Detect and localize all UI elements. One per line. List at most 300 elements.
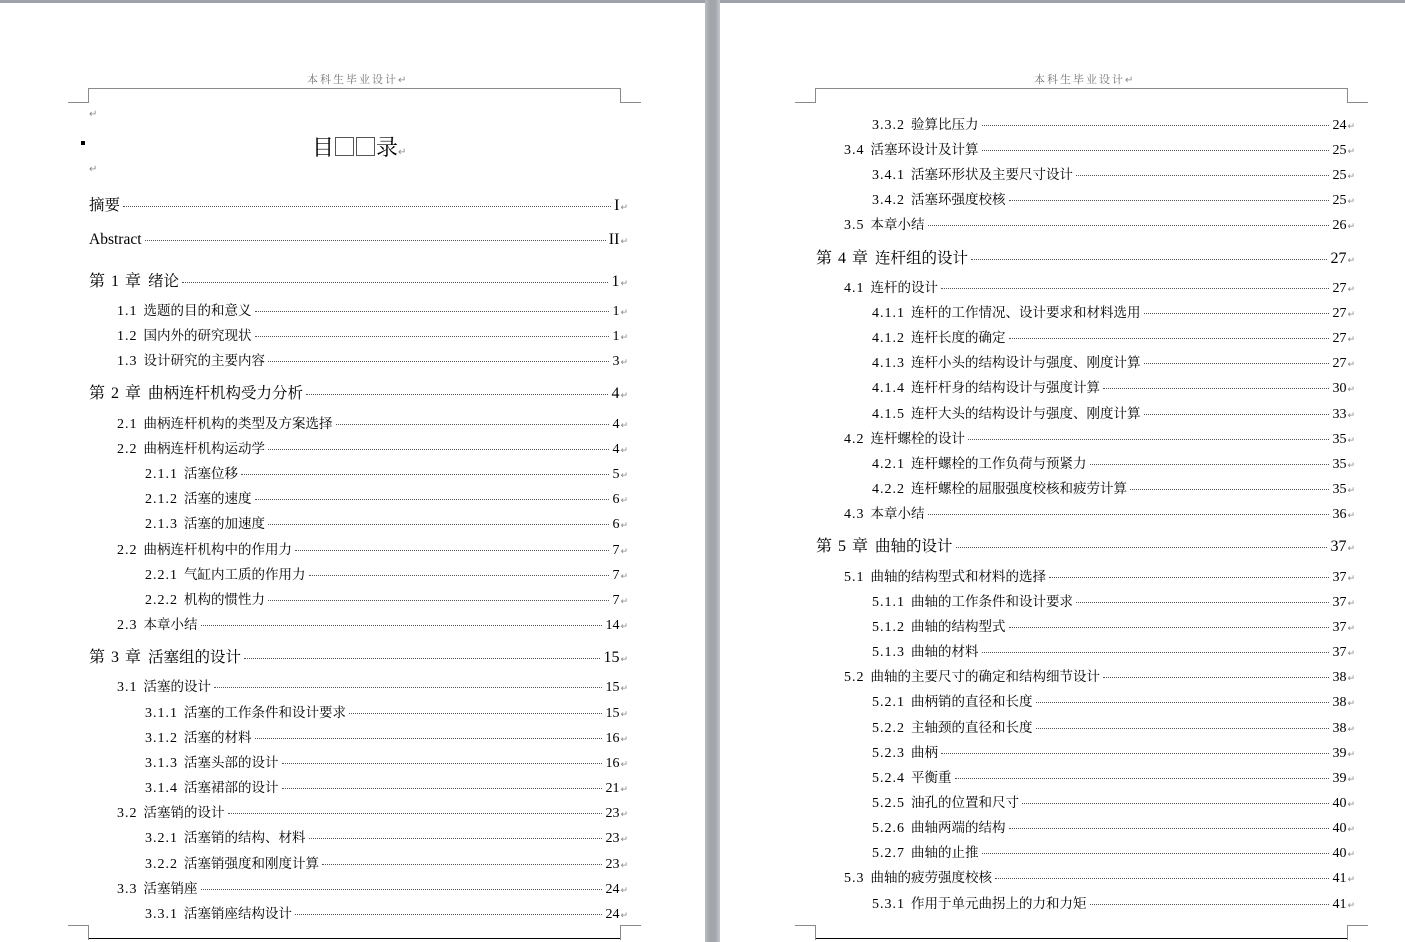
footer-rule — [816, 938, 1347, 939]
toc-entry[interactable] — [872, 615, 1355, 636]
toc-entry-number: 第 1 章 — [89, 273, 143, 290]
toc-entry-label: 曲轴的结构型式 — [911, 619, 1006, 635]
toc-entry-page-number: 37 — [1332, 570, 1347, 585]
toc-entry-page-number: 1 — [612, 329, 620, 344]
dot-leader — [336, 424, 610, 425]
toc-entry-number: 5.2.2 — [872, 721, 905, 736]
toc-entry[interactable] — [872, 452, 1355, 473]
toc-entry-page-number: 37 — [1332, 595, 1347, 610]
dot-leader — [1103, 388, 1329, 389]
toc-entry-label: 本章小结 — [870, 217, 925, 233]
dot-leader — [941, 288, 1329, 289]
toc-entry-label: 连杆螺栓的屈服强度校核和疲劳计算 — [911, 481, 1127, 497]
toc-entry-page-number: 24 — [1332, 118, 1347, 133]
toc-entry-page-number: 40 — [1332, 796, 1347, 811]
dot-leader — [1036, 702, 1330, 703]
toc-entry-page-number: 24 — [605, 907, 620, 922]
paragraph-mark: ↵ — [1347, 411, 1355, 421]
toc-entry[interactable] — [844, 427, 1355, 448]
toc-entry-number: 2.1 — [117, 417, 138, 432]
paragraph-mark: ↵ — [620, 684, 628, 694]
toc-entry-label: 曲柄 — [911, 745, 938, 761]
toc-entry[interactable] — [872, 113, 1355, 134]
dot-leader — [1009, 627, 1330, 628]
dot-leader — [309, 575, 610, 576]
toc-entry[interactable] — [145, 462, 628, 483]
paragraph-mark: ↵ — [1347, 310, 1355, 320]
dot-leader — [1009, 828, 1330, 829]
paragraph-mark: ↵ — [620, 203, 628, 213]
toc-entry-label: 连杆组的设计 — [875, 249, 969, 267]
toc-entry-number: 1.2 — [117, 329, 138, 344]
toc-entry[interactable] — [872, 326, 1355, 347]
paragraph-mark: ↵ — [1347, 256, 1355, 266]
dot-leader — [1144, 313, 1330, 314]
toc-entry-label: 活塞销座 — [143, 881, 198, 897]
toc-entry-page-number: 23 — [605, 806, 620, 821]
paragraph-mark: ↵ — [620, 710, 628, 720]
missing-glyph-box — [356, 137, 375, 156]
dot-leader — [282, 763, 603, 764]
toc-entry-page-number: 16 — [605, 756, 620, 771]
toc-entry[interactable] — [145, 588, 628, 609]
toc-entry-page-number: 4 — [611, 385, 620, 402]
toc-entry-page-number: 7 — [612, 593, 620, 608]
page-header — [1034, 71, 1135, 87]
paragraph-mark: ↵ — [1347, 901, 1355, 911]
paragraph-mark: ↵ — [620, 622, 628, 632]
margin-corner-tr — [1347, 88, 1368, 103]
toc-entry[interactable] — [872, 163, 1355, 184]
toc-entry-page-number: 1 — [612, 304, 620, 319]
toc-entry-number: 5.3.1 — [872, 897, 905, 912]
dot-leader — [255, 499, 610, 500]
paragraph-mark: ↵ — [398, 75, 409, 86]
toc-entry-page-number: 41 — [1332, 897, 1347, 912]
toc-entry-label: 活塞位移 — [184, 466, 238, 482]
toc-entry-page-number: 21 — [605, 781, 620, 796]
toc-entry-number: 3.1.2 — [145, 731, 178, 746]
toc-entry-number: 3.1.1 — [145, 706, 178, 721]
toc-entry[interactable] — [872, 477, 1355, 498]
toc-entry-number: 4.1.2 — [872, 331, 905, 346]
dot-leader — [201, 625, 603, 626]
toc-entry-number: 2.2.1 — [145, 568, 178, 583]
paragraph-mark: ↵ — [620, 911, 628, 921]
toc-entry-page-number: 37 — [1330, 538, 1347, 555]
toc-entry-number: 4.1.4 — [872, 381, 905, 396]
toc-entry-label: 曲柄连杆机构的类型及方案选择 — [143, 416, 333, 432]
toc-entry-number: 5.2.5 — [872, 796, 905, 811]
missing-glyph-box — [335, 137, 354, 156]
toc-entry[interactable] — [872, 766, 1355, 787]
toc-entry-number: 第 2 章 — [89, 385, 143, 402]
toc-entry[interactable] — [117, 412, 628, 433]
paragraph-mark: ↵ — [620, 421, 628, 431]
toc-entry-page-number: 7 — [612, 568, 620, 583]
toc-entry[interactable] — [872, 301, 1355, 322]
toc-entry-label: 曲轴的材料 — [911, 644, 979, 660]
toc-entry-label: 活塞的工作条件和设计要求 — [184, 705, 346, 721]
dot-leader — [1090, 464, 1330, 465]
dot-leader — [982, 652, 1330, 653]
toc-entry-label: 活塞销的结构、材料 — [184, 830, 306, 846]
toc-entry-page-number: 27 — [1332, 356, 1347, 371]
paragraph-mark: ↵ — [620, 446, 628, 456]
dot-leader — [1036, 728, 1330, 729]
toc-entry-number: 4.2.1 — [872, 457, 905, 472]
toc-entry[interactable] — [117, 877, 628, 898]
toc-entry-label: 活塞环设计及计算 — [870, 142, 979, 158]
toc-entry-number: 4.2 — [844, 432, 865, 447]
dot-leader — [349, 713, 602, 714]
toc-entry-label: 活塞销的设计 — [143, 805, 225, 821]
toc-entry[interactable] — [872, 716, 1355, 737]
toc-entry-label: 活塞头部的设计 — [184, 755, 279, 771]
toc-entry-label: 曲轴的结构型式和材料的选择 — [870, 569, 1046, 585]
dot-leader — [182, 282, 608, 283]
dot-leader — [268, 449, 609, 450]
toc-entry-page-number: 4 — [612, 417, 620, 432]
toc-entry[interactable] — [145, 512, 628, 533]
toc-entry-number: 2.2.2 — [145, 593, 178, 608]
toc-entry[interactable] — [872, 590, 1355, 611]
toc-entry-page-number: 41 — [1332, 871, 1347, 886]
toc-entry-number: 3.3.2 — [872, 118, 905, 133]
dot-leader — [956, 547, 1328, 548]
toc-entry-page-number: I — [614, 197, 620, 214]
toc-entry-number: 3.4.2 — [872, 193, 905, 208]
toc-entry[interactable] — [872, 402, 1355, 423]
toc-entry-page-number: 39 — [1332, 746, 1347, 761]
toc-entry-label: 曲柄连杆机构中的作用力 — [143, 542, 292, 558]
paragraph-mark: ↵ — [1347, 122, 1355, 132]
toc-entry-page-number: 27 — [1330, 250, 1347, 267]
toc-entry-number: 5.3 — [844, 871, 865, 886]
paragraph-mark: ↵ — [1347, 360, 1355, 370]
dot-leader — [995, 878, 1329, 879]
dot-leader — [1076, 175, 1329, 176]
document-page-left[interactable] — [0, 3, 705, 942]
paragraph-mark: ↵ — [1347, 197, 1355, 207]
toc-entry-number: 3.2 — [117, 806, 138, 821]
toc-entry-page-number: 37 — [1332, 645, 1347, 660]
toc-entry-page-number: 15 — [605, 706, 620, 721]
toc-entry-page-number: 36 — [1332, 507, 1347, 522]
toc-entry-page-number: II — [608, 231, 620, 248]
toc-entry-page-number: 35 — [1332, 457, 1347, 472]
toc-entry-number: 2.2 — [117, 543, 138, 558]
dot-leader — [145, 240, 606, 241]
paragraph-mark: ↵ — [89, 164, 98, 175]
header-rule — [88, 88, 620, 89]
toc-entry-number: 4.1.3 — [872, 356, 905, 371]
toc-entry[interactable] — [844, 565, 1355, 586]
margin-corner-tl — [68, 88, 89, 103]
toc-entry[interactable] — [117, 299, 628, 320]
toc-entry[interactable] — [872, 892, 1355, 913]
toc-entry-label: 绪论 — [148, 272, 180, 290]
toc-entry-label: 国内外的研究现状 — [143, 328, 252, 344]
paragraph-mark: ↵ — [1125, 75, 1136, 86]
toc-entry-number: 3.4.1 — [872, 168, 905, 183]
paragraph-mark: ↵ — [620, 810, 628, 820]
toc-entry-label: 本章小结 — [143, 617, 198, 633]
paragraph-mark: ↵ — [1347, 825, 1355, 835]
toc-entry-label: 主轴颈的直径和长度 — [911, 720, 1033, 736]
dot-leader — [306, 394, 608, 395]
toc-entry[interactable] — [872, 791, 1355, 812]
paragraph-mark: ↵ — [620, 547, 628, 557]
toc-entry-number: 5.2.1 — [872, 695, 905, 710]
toc-entry-page-number: 5 — [612, 467, 620, 482]
header-text: 本科生毕业设计 — [1034, 73, 1125, 86]
toc-entry[interactable] — [117, 613, 628, 634]
toc-entry[interactable] — [89, 644, 628, 667]
toc-entry-page-number: 15 — [605, 680, 620, 695]
toc-title-first: 目 — [312, 136, 335, 161]
paragraph-mark: ↵ — [1347, 875, 1355, 885]
dot-leader — [282, 788, 603, 789]
toc-entry-label: 活塞的加速度 — [184, 516, 265, 532]
toc-entry-page-number: 40 — [1332, 846, 1347, 861]
toc-entry[interactable] — [145, 776, 628, 797]
dot-leader — [255, 336, 610, 337]
toc-entry-label: 活塞销座结构设计 — [184, 906, 292, 922]
paragraph-mark: ↵ — [1347, 222, 1355, 232]
paragraph-mark: ↵ — [1347, 624, 1355, 634]
toc-entry-label: 连杆的设计 — [870, 280, 938, 296]
dot-leader — [268, 361, 609, 362]
toc-entry[interactable] — [816, 533, 1355, 556]
toc-entry-page-number: 6 — [612, 492, 620, 507]
toc-entry[interactable] — [145, 563, 628, 584]
toc-entry[interactable] — [844, 866, 1355, 887]
document-page-right[interactable] — [720, 3, 1405, 942]
toc-entry-page-number: 38 — [1332, 721, 1347, 736]
toc-entry[interactable] — [117, 349, 628, 370]
toc-entry-page-number: 33 — [1332, 407, 1347, 422]
margin-corner-br — [1347, 925, 1368, 940]
toc-entry-label: 曲柄销的直径和长度 — [911, 694, 1033, 710]
toc-entry-label: Abstract — [89, 231, 142, 248]
dot-leader — [1009, 200, 1330, 201]
dot-leader — [1009, 338, 1330, 339]
toc-entry-page-number: 38 — [1332, 670, 1347, 685]
dot-leader — [268, 524, 609, 525]
toc-entry-label: 本章小结 — [870, 506, 925, 522]
toc-entry-label: 机构的惯性力 — [184, 592, 265, 608]
dot-leader — [1022, 803, 1329, 804]
toc-entry[interactable] — [145, 826, 628, 847]
dot-leader — [201, 889, 603, 890]
toc-entry[interactable] — [117, 324, 628, 345]
toc-entry[interactable] — [872, 376, 1355, 397]
toc-entry-page-number: 15 — [603, 649, 620, 666]
paragraph-mark: ↵ — [1347, 850, 1355, 860]
dot-leader — [928, 225, 1330, 226]
toc-entry-number: 3.3.1 — [145, 907, 178, 922]
toc-title — [312, 131, 406, 162]
paragraph-mark: ↵ — [620, 308, 628, 318]
paragraph-mark: ↵ — [620, 735, 628, 745]
toc-entry-number: 5.2.4 — [872, 771, 905, 786]
toc-entry-page-number: 16 — [605, 731, 620, 746]
paragraph-mark: ↵ — [620, 835, 628, 845]
dot-leader — [1144, 363, 1330, 364]
dot-leader — [968, 439, 1329, 440]
toc-entry-number: 3.3 — [117, 882, 138, 897]
dot-leader — [1103, 677, 1329, 678]
margin-corner-tr — [620, 88, 641, 103]
toc-entry[interactable] — [145, 726, 628, 747]
paragraph-mark: ↵ — [1347, 172, 1355, 182]
toc-entry[interactable] — [844, 665, 1355, 686]
toc-entry-number: 3.4 — [844, 143, 865, 158]
toc-entry[interactable] — [89, 268, 628, 291]
toc-entry[interactable] — [844, 276, 1355, 297]
toc-entry-label: 曲轴两端的结构 — [911, 820, 1006, 836]
toc-entry-page-number: 27 — [1332, 306, 1347, 321]
toc-entry-number: 5.2.7 — [872, 846, 905, 861]
toc-entry-number: 4.3 — [844, 507, 865, 522]
toc-entry-number: 1.3 — [117, 354, 138, 369]
toc-entry-label: 活塞裙部的设计 — [184, 780, 279, 796]
toc-entry-page-number: 27 — [1332, 331, 1347, 346]
toc-entry[interactable] — [844, 502, 1355, 523]
footer-rule — [89, 938, 620, 939]
toc-entry[interactable] — [844, 138, 1355, 159]
toc-entry[interactable] — [872, 640, 1355, 661]
paragraph-mark: ↵ — [1347, 335, 1355, 345]
toc-entry-label: 平衡重 — [911, 770, 952, 786]
toc-entry[interactable] — [872, 188, 1355, 209]
toc-entry-number: 2.3 — [117, 618, 138, 633]
header-text: 本科生毕业设计 — [307, 73, 398, 86]
toc-entry-label: 连杆长度的确定 — [911, 330, 1006, 346]
toc-entry[interactable] — [145, 852, 628, 873]
toc-entry-page-number: 37 — [1332, 620, 1347, 635]
toc-entry[interactable] — [89, 193, 628, 215]
toc-entry-page-number: 30 — [1332, 381, 1347, 396]
toc-entry-label: 曲轴的主要尺寸的确定和结构细节设计 — [870, 669, 1100, 685]
margin-corner-bl — [68, 925, 89, 940]
toc-entry[interactable] — [145, 701, 628, 722]
toc-entry-page-number: 27 — [1332, 281, 1347, 296]
toc-entry-number: 第 3 章 — [89, 649, 143, 666]
toc-entry-label: 连杆螺栓的设计 — [870, 431, 965, 447]
margin-corner-tl — [795, 88, 816, 103]
toc-entry-label: 摘要 — [89, 196, 121, 214]
paragraph-mark: ↵ — [1347, 147, 1355, 157]
paragraph-mark: ↵ — [1347, 436, 1355, 446]
toc-entry-label: 设计研究的主要内容 — [143, 353, 265, 369]
toc-entry[interactable] — [145, 487, 628, 508]
header-rule — [815, 88, 1347, 89]
toc-entry-label: 活塞的设计 — [143, 679, 211, 695]
toc-entry-number: 4.1.5 — [872, 407, 905, 422]
paragraph-mark: ↵ — [1347, 544, 1355, 554]
toc-entry[interactable] — [117, 675, 628, 696]
toc-entry-label: 曲轴的设计 — [875, 537, 953, 555]
toc-entry-number: 5.2 — [844, 670, 865, 685]
toc-entry-label: 连杆的工作情况、设计要求和材料选用 — [911, 305, 1141, 321]
toc-entry[interactable] — [844, 213, 1355, 234]
toc-entry-page-number: 25 — [1332, 193, 1347, 208]
toc-entry[interactable] — [872, 741, 1355, 762]
paragraph-mark: ↵ — [1347, 574, 1355, 584]
toc-entry-number: 2.1.3 — [145, 517, 178, 532]
toc-entry[interactable] — [816, 245, 1355, 268]
dot-leader — [214, 687, 602, 688]
toc-entry[interactable] — [145, 751, 628, 772]
paragraph-format-mark — [81, 141, 85, 145]
margin-corner-br — [620, 925, 641, 940]
dot-leader — [123, 206, 611, 207]
toc-entry-number: 5.2.6 — [872, 821, 905, 836]
dot-leader — [1049, 577, 1329, 578]
dot-leader — [295, 550, 609, 551]
toc-entry-page-number: 39 — [1332, 771, 1347, 786]
paragraph-mark: ↵ — [1347, 800, 1355, 810]
toc-entry[interactable] — [117, 538, 628, 559]
toc-entry-label: 连杆螺栓的工作负荷与预紧力 — [911, 456, 1087, 472]
dot-leader — [1076, 602, 1329, 603]
dot-leader — [982, 853, 1330, 854]
toc-entry-page-number: 4 — [612, 442, 620, 457]
paragraph-mark: ↵ — [1347, 385, 1355, 395]
dot-leader — [1144, 414, 1330, 415]
paragraph-mark: ↵ — [1347, 725, 1355, 735]
toc-entry[interactable] — [872, 841, 1355, 862]
paragraph-mark: ↵ — [1347, 511, 1355, 521]
toc-entry-number: 3.5 — [844, 218, 865, 233]
toc-entry-label: 活塞环形状及主要尺寸设计 — [911, 167, 1073, 183]
toc-entry-number: 第 4 章 — [816, 250, 870, 267]
toc-entry-page-number: 40 — [1332, 821, 1347, 836]
paragraph-mark: ↵ — [620, 471, 628, 481]
toc-entry-page-number: 25 — [1332, 143, 1347, 158]
paragraph-mark: ↵ — [398, 147, 407, 158]
paragraph-mark: ↵ — [620, 760, 628, 770]
toc-entry[interactable] — [117, 801, 628, 822]
dot-leader — [255, 311, 610, 312]
toc-entry[interactable] — [145, 902, 628, 923]
dot-leader — [228, 813, 603, 814]
toc-entry-number: 5.1.1 — [872, 595, 905, 610]
toc-entry[interactable] — [89, 380, 628, 403]
paragraph-mark: ↵ — [620, 655, 628, 665]
toc-entry-label: 活塞销强度和刚度计算 — [184, 856, 319, 872]
toc-entry-number: 4.2.2 — [872, 482, 905, 497]
paragraph-mark: ↵ — [620, 391, 628, 401]
paragraph-mark: ↵ — [620, 597, 628, 607]
toc-entry[interactable] — [872, 816, 1355, 837]
toc-entry[interactable] — [117, 437, 628, 458]
toc-entry-page-number: 3 — [612, 354, 620, 369]
toc-entry-page-number: 26 — [1332, 218, 1347, 233]
dot-leader — [241, 474, 609, 475]
toc-entry-label: 曲轴的疲劳强度校核 — [870, 870, 992, 886]
toc-entry[interactable] — [872, 351, 1355, 372]
toc-entry-number: 5.1.3 — [872, 645, 905, 660]
toc-entry-label: 曲柄连杆机构受力分析 — [148, 384, 304, 402]
toc-entry[interactable] — [89, 231, 628, 249]
toc-entry[interactable] — [872, 690, 1355, 711]
paragraph-mark: ↵ — [1347, 649, 1355, 659]
page-header — [307, 71, 408, 87]
toc-entry-label: 气缸内工质的作用力 — [184, 567, 306, 583]
